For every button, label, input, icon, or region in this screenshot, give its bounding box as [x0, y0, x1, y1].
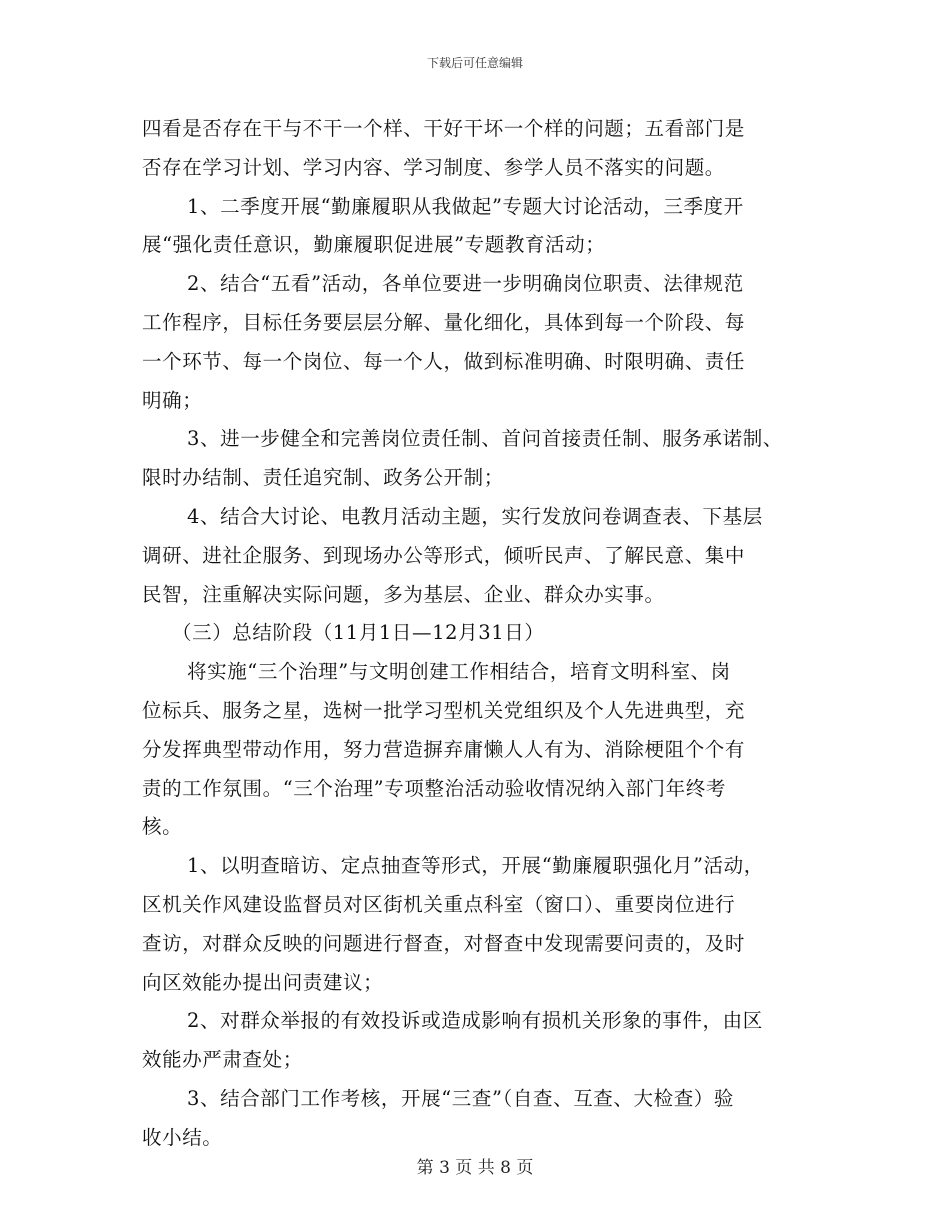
list-item-line: 2、对群众举报的有效投诉或造成影响有损机关形象的事件，由区 — [187, 1009, 763, 1033]
list-item-line: 1、以明查暗访、定点抽查等形式，开展“勤廉履职强化月”活动， — [187, 854, 764, 878]
text-line: 责的工作氛围。“三个治理”专项整治活动验收情况纳入部门年终考 — [142, 776, 726, 800]
text-line: 明确； — [142, 388, 203, 412]
text-line: 民智，注重解决实际问题，多为基层、企业、群众办实事。 — [142, 582, 665, 606]
text-line: 否存在学习计划、学习内容、学习制度、参学人员不落实的问题。 — [142, 155, 725, 179]
text-line: 展“强化责任意识，勤廉履职促进展”专题教育活动； — [142, 233, 606, 257]
text-line: 查访，对群众反映的问题进行督查，对督查中发现需要问责的，及时 — [142, 931, 746, 955]
page-header: 下载后可任意编辑 — [426, 56, 523, 70]
text-line: 限时办结制、责任追究制、政务公开制； — [142, 466, 504, 490]
list-item-line: 3、结合部门工作考核，开展“三查”（自查、互查、大检查）验 — [187, 1086, 734, 1110]
text-line: 向区效能办提出问责建议； — [142, 970, 384, 994]
text-line: 四看是否存在干与不干一个样、干好干坏一个样的问题；五看部门是 — [142, 117, 746, 140]
text-line: 工作程序，目标任务要层层分解、量化细化，具体到每一个阶段、每 — [142, 310, 746, 334]
text-line: 分发挥典型带动作用，努力营造摒弃庸懒人人有为、消除梗阻个个有 — [142, 737, 746, 761]
list-item-line: 4、结合大讨论、电教月活动主题，实行发放问卷调查表、下基层 — [187, 504, 763, 528]
document-body — [142, 110, 812, 1158]
page-footer: 第 3 页 共 8 页 — [416, 1158, 534, 1178]
list-item-line: 2、结合“五看”活动，各单位要进一步明确岗位职责、法律规范 — [187, 272, 744, 296]
text-line: 位标兵、服务之星，选树一批学习型机关党组织及个人先进典型，充 — [142, 698, 746, 722]
paragraph-line: 将实施“三个治理”与文明创建工作相结合，培育文明科室、岗 — [187, 660, 731, 684]
text-line: 收小结。 — [142, 1125, 223, 1149]
text-line: 一个环节、每一个岗位、每一个人，做到标准明确、时限明确、责任 — [142, 349, 746, 373]
text-line: 效能办严肃查处； — [142, 1048, 303, 1072]
text-line: 调研、进社企服务、到现场办公等形式，倾听民声、了解民意、集中 — [142, 543, 746, 567]
list-item-line: 3、进一步健全和完善岗位责任制、首问首接责任制、服务承诺制、 — [187, 427, 783, 451]
text-line: 核。 — [142, 815, 183, 839]
text-line: 区机关作风建设监督员对区街机关重点科室（窗口）、重要岗位进行 — [142, 892, 736, 916]
section-heading: （三）总结阶段（11月1日—12月31日） — [172, 621, 545, 645]
list-item-line: 1、二季度开展“勤廉履职从我做起”专题大讨论活动，三季度开 — [187, 194, 744, 218]
